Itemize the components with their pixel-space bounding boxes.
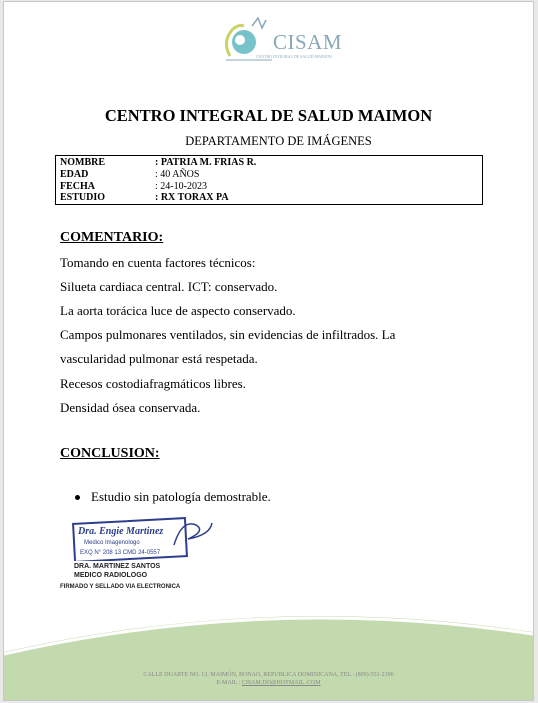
logo-subtitle: CENTRO INTEGRAL DE SALUD MAIMON [256, 54, 332, 59]
patient-label: ESTUDIO [60, 192, 106, 203]
cisam-logo [222, 16, 342, 64]
patient-value: : 24-10-2023 [155, 181, 207, 192]
comment-line: vascularidad pulmonar está respetada. [60, 351, 258, 366]
patient-value: : 40 AÑOS [155, 169, 200, 180]
bullet-icon [75, 495, 80, 500]
stamp-name: Dra. Engie Martinez [78, 526, 164, 537]
stamp-exq: EXQ N° 208 13 CMD 24-0557 [80, 550, 161, 556]
patient-value: : PATRIA M. FRIAS R. [155, 157, 257, 168]
clinic-title: CENTRO INTEGRAL DE SALUD MAIMON [104, 106, 433, 125]
patient-label: EDAD [60, 169, 89, 180]
department-title: DEPARTAMENTO DE IMÁGENES [185, 134, 372, 148]
report-page [3, 1, 534, 701]
footer-address: CALLE DUARTE NO. 13, MAIMÓN, BONAO, REPUBLICA DOMINICANA, TEL.: (809)-551-2196 [143, 672, 394, 678]
signature-scribble [174, 523, 212, 545]
comment-heading: COMENTARIO: [60, 230, 164, 245]
signature-note: FIRMADO Y SELLADO VIA ELECTRONICA [60, 584, 181, 590]
comment-line: Campos pulmonares ventilados, sin evidencias de infiltrados. La [60, 327, 396, 342]
comment-line: Tomando en cuenta factores técnicos: [60, 255, 256, 270]
footer-email-label: E-MAIL : [216, 680, 242, 686]
stamp-role: Medico Imagenologo [84, 540, 140, 546]
comment-line: Silueta cardiaca central. ICT: conservado. [60, 279, 278, 294]
comment-line: Recesos costodiafragmáticos libres. [60, 376, 246, 391]
comment-line: Densidad ósea conservada. [60, 400, 201, 415]
patient-value: : RX TORAX PA [155, 192, 229, 203]
patient-label: NOMBRE [60, 157, 105, 168]
patient-info-box [55, 155, 483, 205]
doctor-name: DRA. MARTINEZ SANTOS [74, 563, 161, 570]
conclusion-item-text: Estudio sin patología demostrable. [91, 489, 271, 504]
comment-line: La aorta torácica luce de aspecto conservado. [60, 303, 296, 318]
signature-stamp [70, 515, 220, 561]
conclusion-heading: CONCLUSION: [60, 446, 160, 461]
doctor-role: MEDICO RADIOLOGO [74, 572, 148, 579]
logo-wordmark: CISAM [273, 30, 343, 54]
patient-label: FECHA [60, 181, 95, 192]
footer-email-link[interactable]: CISAM.DO@HOTMAIL .COM [241, 680, 321, 686]
footer-email-line [4, 680, 533, 686]
